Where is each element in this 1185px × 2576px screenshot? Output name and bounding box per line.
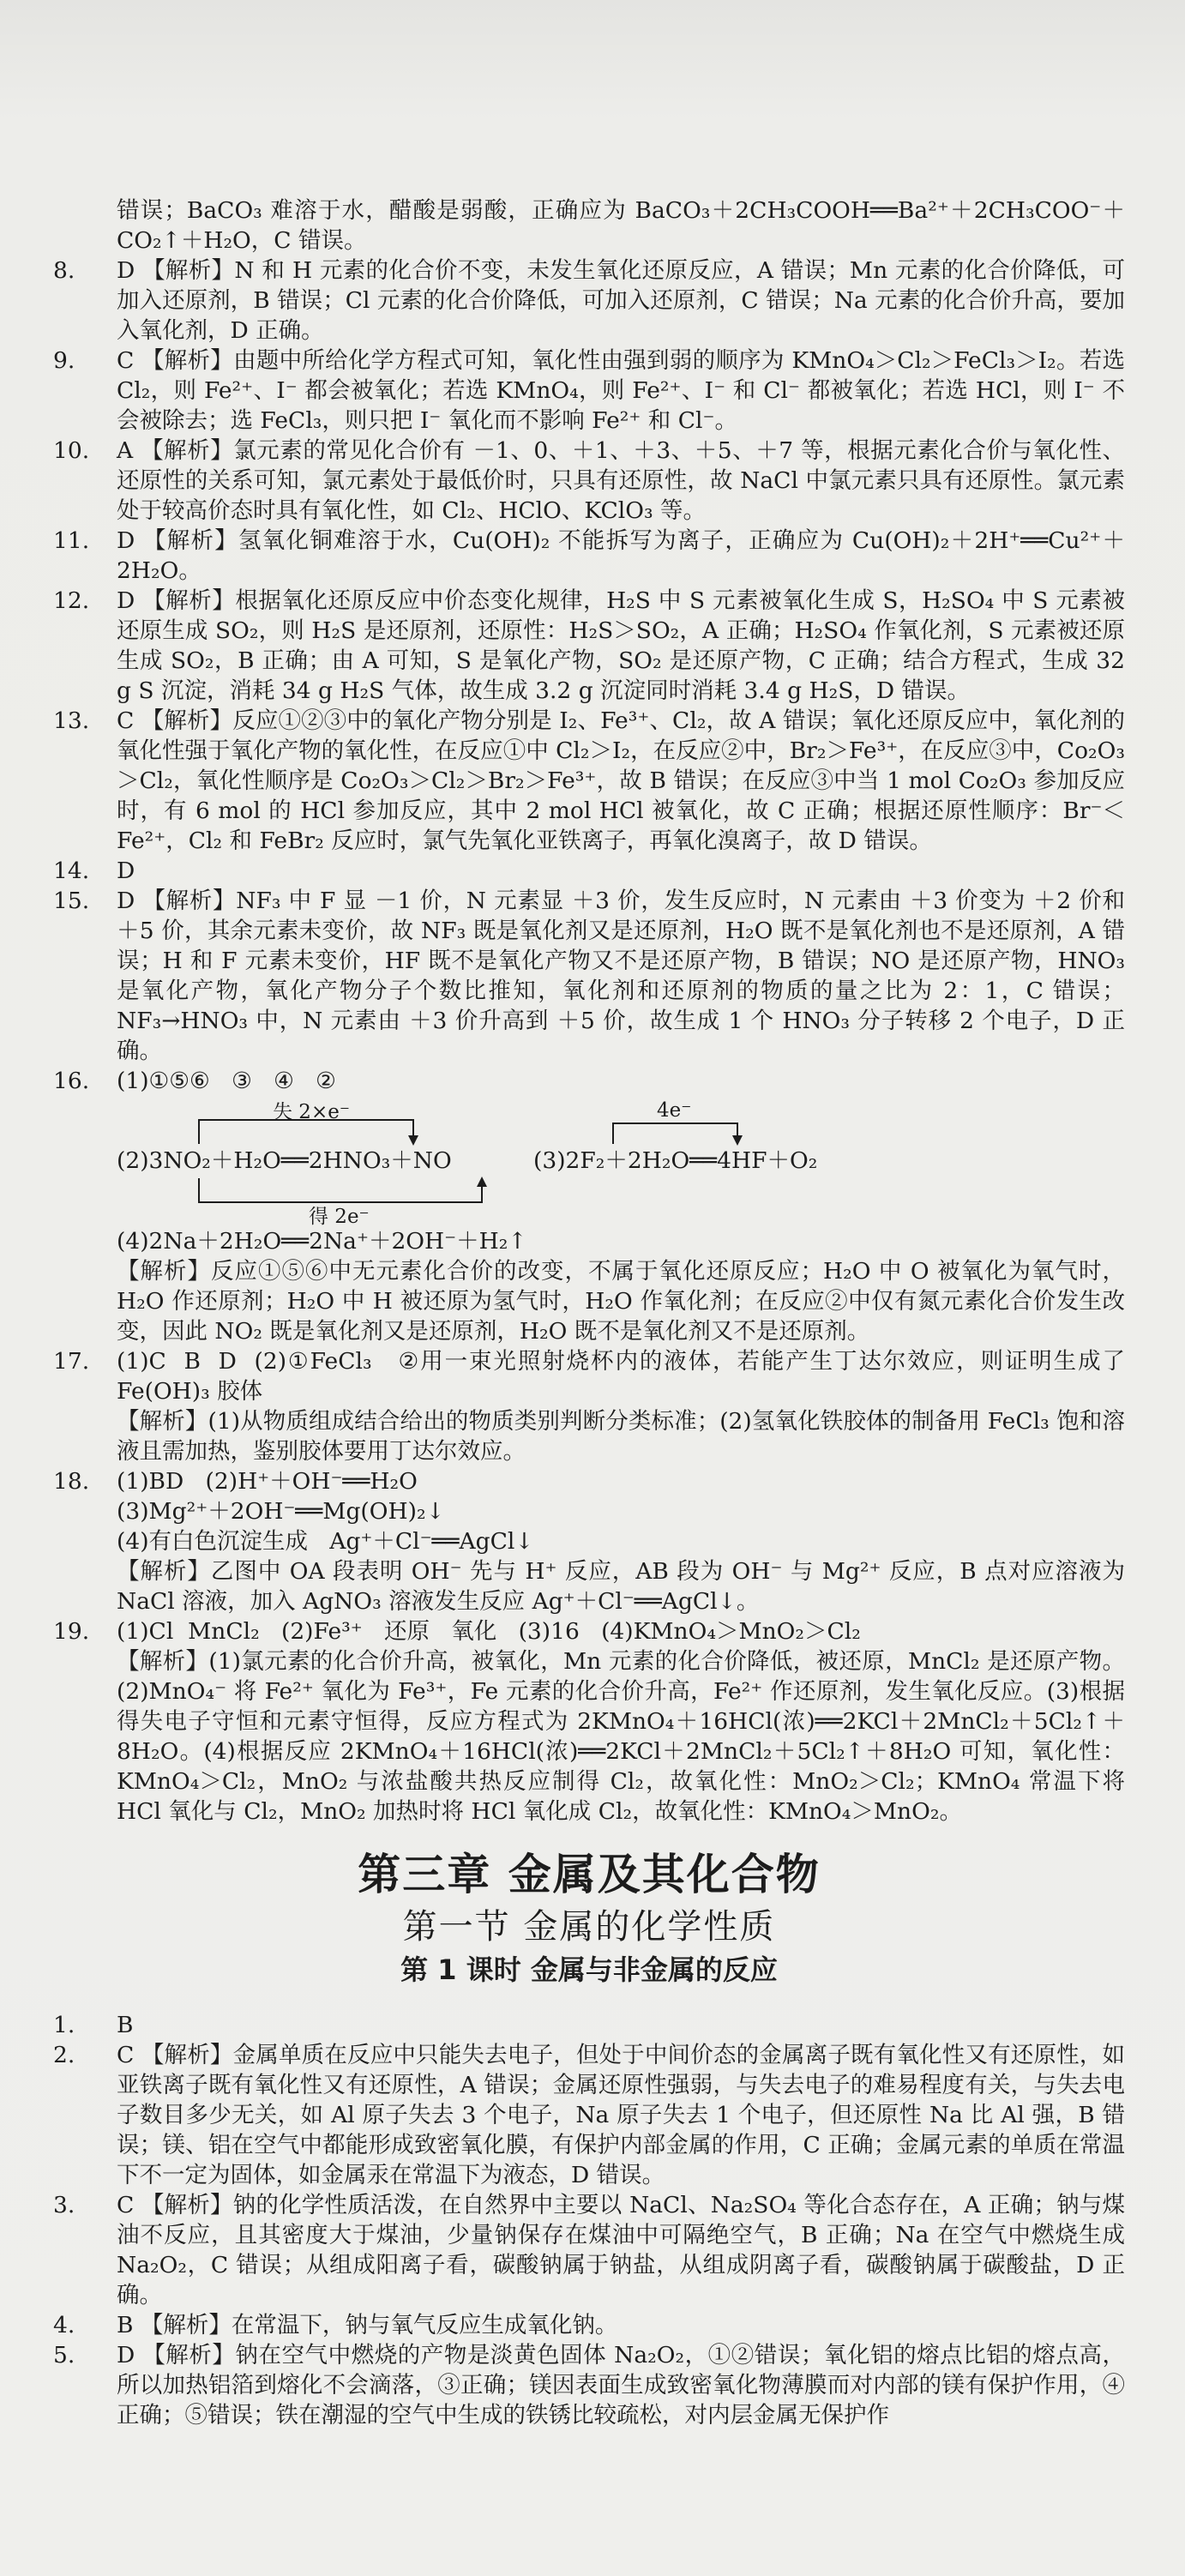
answer-number bbox=[53, 1556, 117, 1616]
answer-item bbox=[53, 2040, 1125, 2190]
answer-number: 12. bbox=[53, 587, 90, 614]
answer-item bbox=[53, 886, 1133, 1066]
answer-number: 11. bbox=[53, 527, 90, 554]
answer-text: A 【解析】氯元素的常见化合价有 －1、0、＋1、＋3、＋5、＋7 等，根据元素化合价与氧化性、还原性的关系可知，氯元素处于最低价时，只具有还原性，故 NaCl 中氯元素只具有还原性。氯元素处于较高价态时具有氧化性，如 Cl₂、HClO、KClO₃ 等。 bbox=[117, 437, 1125, 524]
answer-item bbox=[53, 1526, 1125, 1556]
answer-item bbox=[53, 526, 1125, 586]
answer-number: 4. bbox=[53, 2312, 75, 2338]
answer-item bbox=[53, 1226, 1125, 1256]
answer-number: 17. bbox=[53, 1348, 90, 1375]
answer-item bbox=[53, 1406, 1125, 1466]
answer-text: (1)C B D (2)①FeCl₃ ②用一束光照射烧杯内的液体，若能产生丁达尔效应，则证明生成了 Fe(OH)₃ 胶体 bbox=[117, 1348, 1133, 1405]
answer-item bbox=[53, 856, 1125, 886]
answer-number: 3. bbox=[53, 2192, 75, 2218]
answer-text: 【解析】(1)氯元素的化合价升高，被氧化，Mn 元素的化合价降低，被还原，MnCl₂ 是还原产物。(2)MnO₄⁻ 将 Fe²⁺ 氧化为 Fe³⁺，Fe 元素的化合价升高，Fe²⁺ 作还原剂，发生氧化反应。(3)根据得失电子守恒和元素守恒得，反应方程式为 2KMnO₄＋16HCl(浓)══2KCl＋2MnCl₂＋5Cl₂↑＋8H₂O。(4)根据反应 2KMnO₄＋16HCl(浓)══2KCl＋2MnCl₂＋5Cl₂↑＋8H₂O 可知，氧化性：KMnO₄＞Cl₂，MnO₂ 与浓盐酸共热反应制得 Cl₂，故氧化性：MnO₂＞Cl₂；KMnO₄ 常温下将 HCl 氧化与 Cl₂，MnO₂ 加热时将 HCl 氧化成 Cl₂，故氧化性：KMnO₄＞MnO₂。 bbox=[117, 1648, 1133, 1825]
answer-text: 【解析】反应①⑤⑥中无元素化合价的改变，不属于氧化还原反应；H₂O 中 O 被氧化为氧气时，H₂O 作还原剂；H₂O 中 H 被还原为氢气时，H₂O 作氧化剂；在反应②中仅有氮元素化合价发生改变，因此 NO₂ 既是氧化剂又是还原剂，H₂O 既不是氧化剂又不是还原剂。 bbox=[117, 1258, 1125, 1345]
answer-number bbox=[53, 1226, 117, 1256]
answer-number: 16. bbox=[53, 1068, 90, 1094]
answer-number bbox=[53, 1256, 117, 1346]
answer-number: 10. bbox=[53, 437, 90, 464]
answers-block-c bbox=[53, 2010, 1133, 2430]
answer-text: (1)BD (2)H⁺＋OH⁻══H₂O bbox=[117, 1468, 418, 1495]
transfer-electrons-label: 4e⁻ bbox=[657, 1099, 692, 1122]
answer-item bbox=[53, 2340, 1125, 2430]
lose-electrons-label: 失 2×e⁻ bbox=[273, 1101, 350, 1123]
answer-text: C 【解析】由题中所给化学方程式可知，氧化性由强到弱的顺序为 KMnO₄＞Cl₂＞FeCl₃＞I₂。若选 Cl₂，则 Fe²⁺、I⁻ 都会被氧化；若选 KMnO₄，则 Fe²⁺、I⁻ 和 Cl⁻ 都被氧化；若选 HCl，则 I⁻ 不会被除去；选 FeCl₃，则只把 I⁻ 氧化而不影响 Fe²⁺ 和 Cl⁻。 bbox=[117, 347, 1133, 434]
answer-text: D 【解析】N 和 H 元素的化合价不变，未发生氧化还原反应，A 错误；Mn 元素的化合价降低，可加入还原剂，B 错误；Cl 元素的化合价降低，可加入还原剂，C 错误；Na 元素的化合价升高，要加入氧化剂，D 正确。 bbox=[117, 257, 1125, 344]
answer-number: 18. bbox=[53, 1468, 90, 1495]
answer-item bbox=[53, 1066, 1125, 1096]
answer-number: 2. bbox=[53, 2042, 75, 2068]
answer-item bbox=[53, 1646, 1133, 1827]
answer-number: 13. bbox=[53, 707, 90, 734]
answer-item bbox=[53, 586, 1133, 706]
answer-number bbox=[53, 1646, 117, 1827]
equation-3: (3)2F₂＋2H₂O══4HF＋O₂ bbox=[533, 1147, 818, 1174]
answer-text: 【解析】乙图中 OA 段表明 OH⁻ 先与 H⁺ 反应，AB 段为 OH⁻ 与 Mg²⁺ 反应，B 点对应溶液为 NaCl 溶液，加入 AgNO₃ 溶液发生反应 Ag⁺＋Cl⁻══AgCl↓。 bbox=[117, 1558, 1133, 1615]
answer-number: 15. bbox=[53, 888, 90, 914]
answer-text: C 【解析】金属单质在反应中只能失去电子，但处于中间价态的金属离子既有氧化性又有还原性，如亚铁离子既有氧化性又有还原性，A 错误；金属还原性强弱，与失去电子的难易程度有关，与失去电子数目多少无关，如 Al 原子失去 3 个电子，Na 原子失去 1 个电子，但还原性 Na 比 Al 强，B 错误；镁、铝在空气中都能形成致密氧化膜，有保护内部金属的作用，C 正确；金属元素的单质在常温下不一定为固体，如金属汞在常温下为液态，D 错误。 bbox=[117, 2042, 1125, 2188]
answer-item bbox=[53, 1616, 1125, 1646]
answer-number: 9. bbox=[53, 347, 75, 374]
gain-electrons-label: 得 2e⁻ bbox=[309, 1206, 370, 1228]
answer-text: D 【解析】氢氧化铜难溶于水，Cu(OH)₂ 不能拆写为离子，正确应为 Cu(OH)₂＋2H⁺══Cu²⁺＋2H₂O。 bbox=[117, 527, 1125, 584]
answer-text: (4)有白色沉淀生成 Ag⁺＋Cl⁻══AgCl↓ bbox=[117, 1528, 534, 1555]
answer-item bbox=[53, 2010, 1125, 2040]
answer-number: 5. bbox=[53, 2342, 75, 2368]
electron-transfer-diagram bbox=[53, 1096, 1125, 1226]
equation-2: (2)3NO₂＋H₂O══2HNO₃＋NO bbox=[117, 1147, 452, 1174]
answer-number: 8. bbox=[53, 257, 75, 284]
answer-text: (1)Cl MnCl₂ (2)Fe³⁺ 还原 氧化 (3)16 (4)KMnO₄＞MnO₂＞Cl₂ bbox=[117, 1618, 861, 1645]
answer-text: (4)2Na＋2H₂O══2Na⁺＋2OH⁻＋H₂↑ bbox=[117, 1228, 527, 1255]
answer-text: B 【解析】在常温下，钠与氧气反应生成氧化钠。 bbox=[117, 2312, 618, 2338]
continued-answer bbox=[53, 196, 1125, 256]
answers-block-b bbox=[53, 1226, 1133, 1827]
answer-item bbox=[53, 256, 1125, 346]
answer-number bbox=[53, 1526, 117, 1556]
answer-text: D bbox=[117, 858, 135, 884]
answer-item bbox=[53, 346, 1133, 436]
answer-item bbox=[53, 1496, 1125, 1526]
section-title: 第一节 金属的化学性质 bbox=[402, 1907, 776, 1947]
answer-text: C 【解析】反应①②③中的氧化产物分别是 I₂、Fe³⁺、Cl₂，故 A 错误；氧化还原反应中，氧化剂的氧化性强于氧化产物的氧化性，在反应①中 Cl₂＞I₂，在反应②中，Br₂＞Fe³⁺，在反应③中，Co₂O₃＞Cl₂，氧化性顺序是 Co₂O₃＞Cl₂＞Br₂＞Fe³⁺，故 B 错误；在反应③中当 1 mol Co₂O₃ 参加反应时，有 6 mol 的 HCl 参加反应，其中 2 mol HCl 被氧化，故 C 正确；根据还原性顺序：Br⁻＜Fe²⁺，Cl₂ 和 FeBr₂ 反应时，氯气先氧化亚铁离子，再氧化溴离子，故 D 错误。 bbox=[117, 707, 1125, 854]
answer-item bbox=[53, 1466, 1125, 1496]
answer-number bbox=[53, 1496, 117, 1526]
answer-text: D 【解析】钠在空气中燃烧的产物是淡黄色固体 Na₂O₂，①②错误；氧化铝的熔点比铝的熔点高，所以加热铝箔到熔化不会滴落，③正确；镁因表面生成致密氧化物薄膜而对内部的镁有保护作用，④正确；⑤错误；铁在潮湿的空气中生成的铁锈比较疏松，对内层金属无保护作 bbox=[117, 2342, 1125, 2429]
text-line: 错误；BaCO₃ 难溶于水，醋酸是弱酸，正确应为 BaCO₃＋2CH₃COOH══Ba²⁺＋2CH₃COO⁻＋CO₂↑＋H₂O，C 错误。 bbox=[117, 197, 1125, 254]
answer-number: 19. bbox=[53, 1618, 90, 1645]
answer-item bbox=[53, 706, 1125, 856]
answer-text: C 【解析】钠的化学性质活泼，在自然界中主要以 NaCl、Na₂SO₄ 等化合态存在，A 正确；钠与煤油不反应，且其密度大于煤油，少量钠保存在煤油中可隔绝空气，B 正确；Na 在空气中燃烧生成 Na₂O₂，C 错误；从组成阳离子看，碳酸钠属于钠盐，从组成阴离子看，碳酸钠属于碳酸盐，D 正确。 bbox=[117, 2192, 1133, 2308]
answer-item bbox=[53, 2190, 1133, 2310]
answer-item bbox=[53, 2310, 1125, 2340]
lesson-title: 第 1 课时 金属与非金属的反应 bbox=[400, 1953, 778, 1986]
answer-text: B bbox=[117, 2012, 134, 2038]
answer-text: (1)①⑤⑥ ③ ④ ② bbox=[117, 1068, 336, 1094]
answer-item bbox=[53, 1346, 1133, 1406]
answer-number: 1. bbox=[53, 2012, 75, 2038]
answer-item bbox=[53, 1556, 1133, 1616]
answer-text: D 【解析】根据氧化还原反应中价态变化规律，H₂S 中 S 元素被氧化生成 S，H₂SO₄ 中 S 元素被还原生成 SO₂，则 H₂S 是还原剂，还原性：H₂S＞SO₂，A 正确；H₂SO₄ 作氧化剂，S 元素被还原生成 SO₂，B 正确；由 A 可知，S 是氧化产物，SO₂ 是还原产物，C 正确；结合方程式，生成 32 g S 沉淀，消耗 34 g H₂S 气体，故生成 3.2 g 沉淀同时消耗 3.4 g H₂S，D 错误。 bbox=[117, 587, 1133, 704]
answer-text: (3)Mg²⁺＋2OH⁻══Mg(OH)₂↓ bbox=[117, 1498, 445, 1525]
answers-block-a bbox=[53, 256, 1133, 1096]
answer-item bbox=[53, 1256, 1125, 1346]
answer-text: D 【解析】NF₃ 中 F 显 －1 价，N 元素显 ＋3 价，发生反应时，N 元素由 ＋3 价变为 ＋2 价和 ＋5 价，其余元素未变价，故 NF₃ 既是氧化剂又是还原剂，H₂O 既不是氧化剂也不是还原剂，A 错误；H 和 F 元素未变价，HF 既不是氧化产物又不是还原产物，B 错误；NO 是还原产物，HNO₃ 是氧化产物，氧化产物分子个数比推知，氧化剂和还原剂的物质的量之比为 2：1，C 错误；NF₃→HNO₃ 中，N 元素由 ＋3 价升高到 ＋5 价，故生成 1 个 HNO₃ 分子转移 2 个电子，D 正确。 bbox=[117, 888, 1133, 1064]
answer-item bbox=[53, 436, 1125, 526]
answer-number: 14. bbox=[53, 858, 90, 884]
answer-text: 【解析】(1)从物质组成结合给出的物质类别判断分类标准；(2)氢氧化铁胶体的制备用 FeCl₃ 饱和溶液且需加热，鉴别胶体要用丁达尔效应。 bbox=[117, 1408, 1125, 1465]
answer-number bbox=[53, 1406, 117, 1466]
chapter-title: 第三章 金属及其化合物 bbox=[358, 1850, 821, 1899]
